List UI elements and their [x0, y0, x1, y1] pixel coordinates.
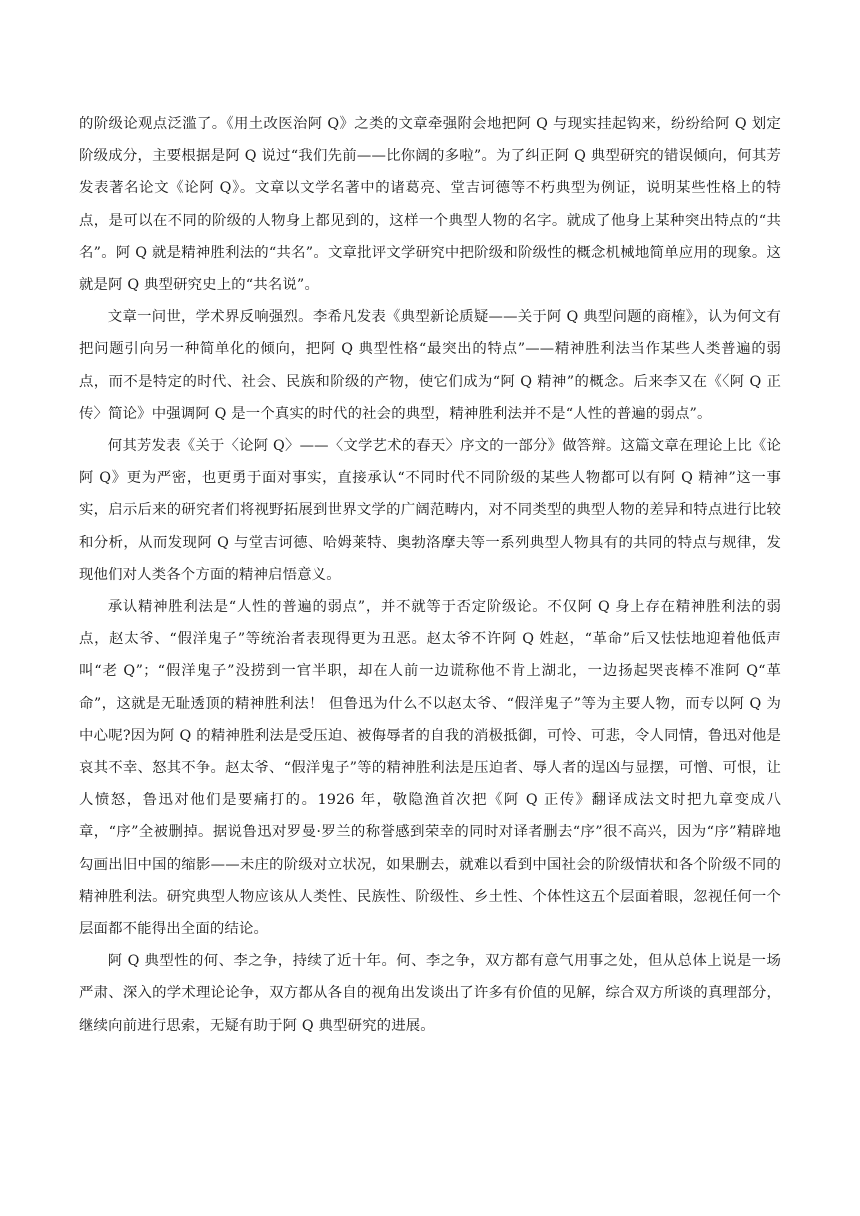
paragraph-5: 阿 Q 典型性的何、李之争，持续了近十年。何、李之争，双方都有意气用事之处，但从总体上说是一场严肃、深入的学术理论论争，双方都从各自的视角出发谈出了许多有价值的见解，综合双方所谈的真理部分，继续向前进行思索，无疑有助于阿 Q 典型研究的进展。 [79, 953, 781, 1034]
article-body [79, 108, 781, 1042]
paragraph-3: 何其芳发表《关于〈论阿 Q〉——〈文学艺术的春天〉序文的一部分》做答辩。这篇文章在理论上比《论阿 Q》更为严密，也更勇于面对事实，直接承认“不同时代不同阶级的某些人物都可以有阿 Q 精神”这一事实，启示后来的研究者们将视野拓展到世界文学的广阔范畴内，对不同类型的典型人物的差异和特点进行比较和分析，从而发现阿 Q 与堂吉诃德、哈姆莱特、奥勃洛摩夫等一系列典型人物具有的共同的特点与规律，发现他们对人类各个方面的精神启悟意义。 [79, 438, 781, 583]
paragraph-1: 的阶级论观点泛滥了。《用土改医治阿 Q》之类的文章牵强附会地把阿 Q 与现实挂起钩来，纷纷给阿 Q 划定阶级成分，主要根据是阿 Q 说过“我们先前——比你阔的多啦”。为了纠正阿 Q 典型研究的错误倾向，何其芳发表著名论文《论阿 Q》。文章以文学名著中的诸葛亮、堂吉诃德等不朽典型为例证，说明某些性格上的特点，是可以在不同的阶级的人物身上都见到的，这样一个典型人物的名字。就成了他身上某种突出特点的“共名”。阿 Q 就是精神胜利法的“共名”。文章批评文学研究中把阶级和阶级性的概念机械地简单应用的现象。这就是阿 Q 典型研究史上的“共名说”。 [79, 116, 781, 294]
paragraph-2: 文章一问世，学术界反响强烈。李希凡发表《典型新论质疑——关于阿 Q 典型问题的商榷》，认为何文有把问题引向另一种简单化的倾向，把阿 Q 典型性格“最突出的特点”——精神胜利法当作某些人类普遍的弱点，而不是特定的时代、社会、民族和阶级的产物，使它们成为“阿 Q 精神”的概念。后来李又在《〈阿 Q 正传〉简论》中强调阿 Q 是一个真实的时代的社会的典型，精神胜利法并不是“人性的普遍的弱点”。 [79, 309, 781, 422]
paragraph-4: 承认精神胜利法是“人性的普遍的弱点”，并不就等于否定阶级论。不仅阿 Q 身上存在精神胜利法的弱点，赵太爷、“假洋鬼子”等统治者表现得更为丑恶。赵太爷不许阿 Q 姓赵，“革命”后又怯怯地迎着他低声叫“老 Q”；“假洋鬼子”没捞到一官半职，却在人前一边谎称他不肯上湖北，一边扬起哭丧棒不准阿 Q“革命”，这就是无耻透顶的精神胜利法！ 但鲁迅为什么不以赵太爷、“假洋鬼子”等为主要人物，而专以阿 Q 为中心呢?因为阿 Q 的精神胜利法是受压迫、被侮辱者的自我的消极抵御，可怜、可悲，令人同情，鲁迅对他是哀其不幸、怒其不争。赵太爷、“假洋鬼子”等的精神胜利法是压迫者、辱人者的逞凶与显摆，可憎、可恨，让人愤怒，鲁迅对他们是要痛打的。1926 年，敬隐渔首次把《阿 Q 正传》翻译成法文时把九章变成八章，“序”全被删掉。据说鲁迅对罗曼·罗兰的称誉感到荣幸的同时对译者删去“序”很不高兴，因为“序”精辟地勾画出旧中国的缩影——未庄的阶级对立状况，如果删去，就难以看到中国社会的阶级情状和各个阶级不同的精神胜利法。研究典型人物应该从人类性、民族性、阶级性、乡土性、个体性这五个层面着眼，忽视任何一个层面都不能得出全面的结论。 [79, 599, 781, 938]
